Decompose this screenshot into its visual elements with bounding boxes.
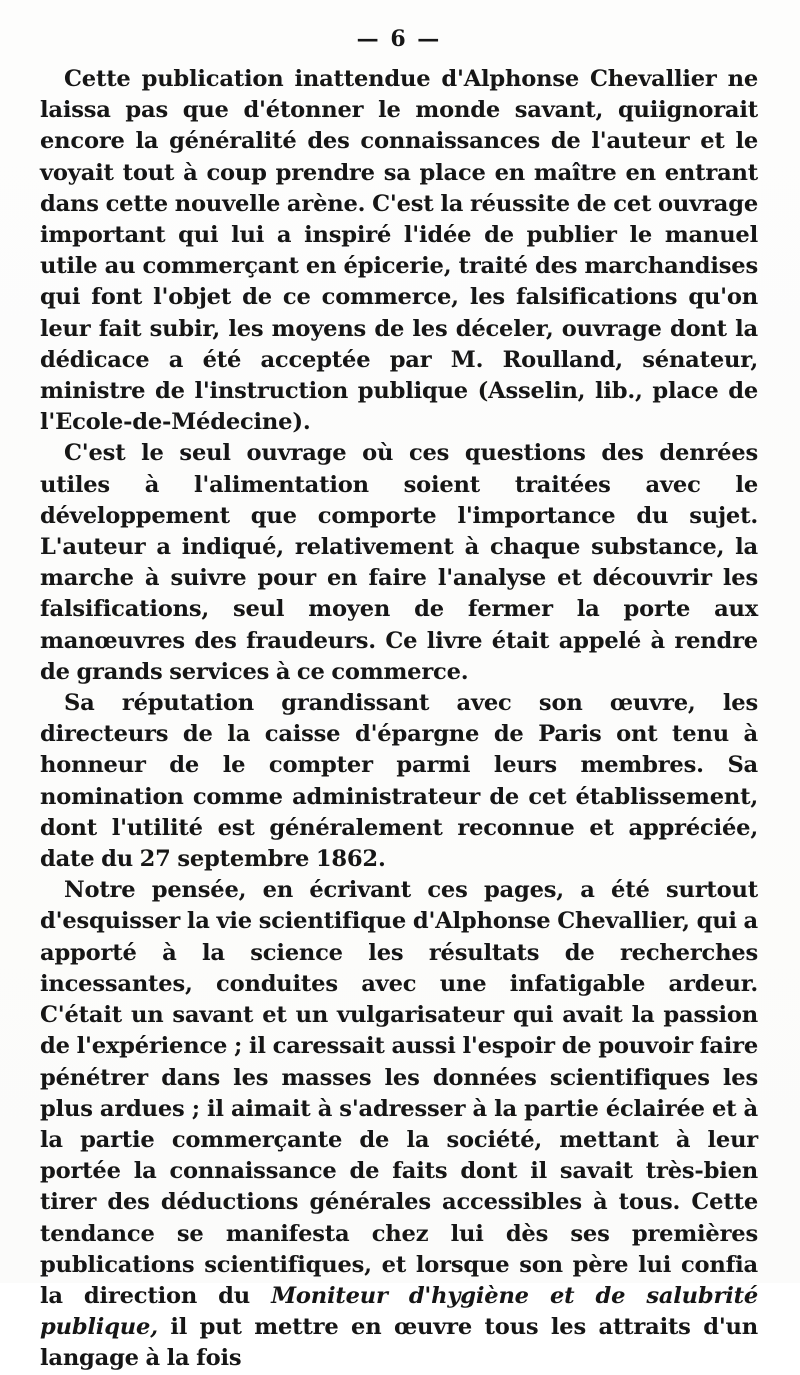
page-number: — 6 —: [356, 26, 442, 52]
journal-title-italic: Moniteur d'hygiène et de salubrité publique,: [40, 1282, 759, 1341]
paragraph-text-before: Notre pensée, en écrivant ces pages, a été surtout d'esquisser la vie scientifique d'Alphonse Chevallier, qui a apporté à la science les résultats de recherches incessantes, conduites avec une infatigable ardeur. C'était un savant et un vulgarisateur qui avait la passion de l'expérience ; il caressait aussi l'espoir de pouvoir faire pénétrer dans les masses les données scientifiques les plus ardues ; il aimait à s'adresser à la partie éclairée et à la partie commerçante de la société, mettant à leur portée la connaissance de faits dont il savait très-bien tirer des déductions générales accessibles à tous. Cette tendance se manifesta chez lui dès ses premières publications scientifiques, et lorsque son père lui confia la direction du: [40, 877, 758, 1309]
paragraph-publication: Cette publication inattendue d'Alphonse Chevallier ne laissa pas que d'étonner le monde savant, quiignorait encore la généralité des connaissances de l'auteur et le voyait tout à coup prendre sa place en maître en entrant dans cette nouvelle arène. C'est la réussite de cet ouvrage important qui lui a inspiré l'idée de publier le manuel utile au commerçant en épicerie, traité des marchandises qui font l'objet de ce commerce, les falsifications qu'on leur fait subir, les moyens de les déceler, ouvrage dont la dédicace a été acceptée par M. Roulland, sénateur, ministre de l'instruction publique (Asselin, lib., place de l'Ecole-de-Médecine).: [40, 66, 758, 436]
paragraph-reputation: Sa réputation grandissant avec son œuvre, les directeurs de la caisse d'épargne de Paris ont tenu à honneur de le compter parmi leurs membres. Sa nomination comme administrateur de cet établissement, dont l'utilité est généralement reconnue et appréciée, date du 27 septembre 1862.: [40, 690, 758, 873]
paragraph-seul-ouvrage: C'est le seul ouvrage où ces questions des denrées utiles à l'alimentation soient traitées avec le développement que comporte l'importance du sujet. L'auteur a indiqué, relativement à chaque substance, la marche à suivre pour en faire l'analyse et découvrir les falsifications, seul moyen de fermer la porte aux manœuvres des fraudeurs. Ce livre était appelé à rendre de grands services à ce commerce.: [40, 440, 758, 685]
paragraph-text-after: il put mettre en œuvre tous les attraits d'un langage à la fois: [40, 1314, 758, 1372]
page-body: [40, 64, 758, 1375]
paragraph-notre-pensee: [40, 875, 758, 1374]
